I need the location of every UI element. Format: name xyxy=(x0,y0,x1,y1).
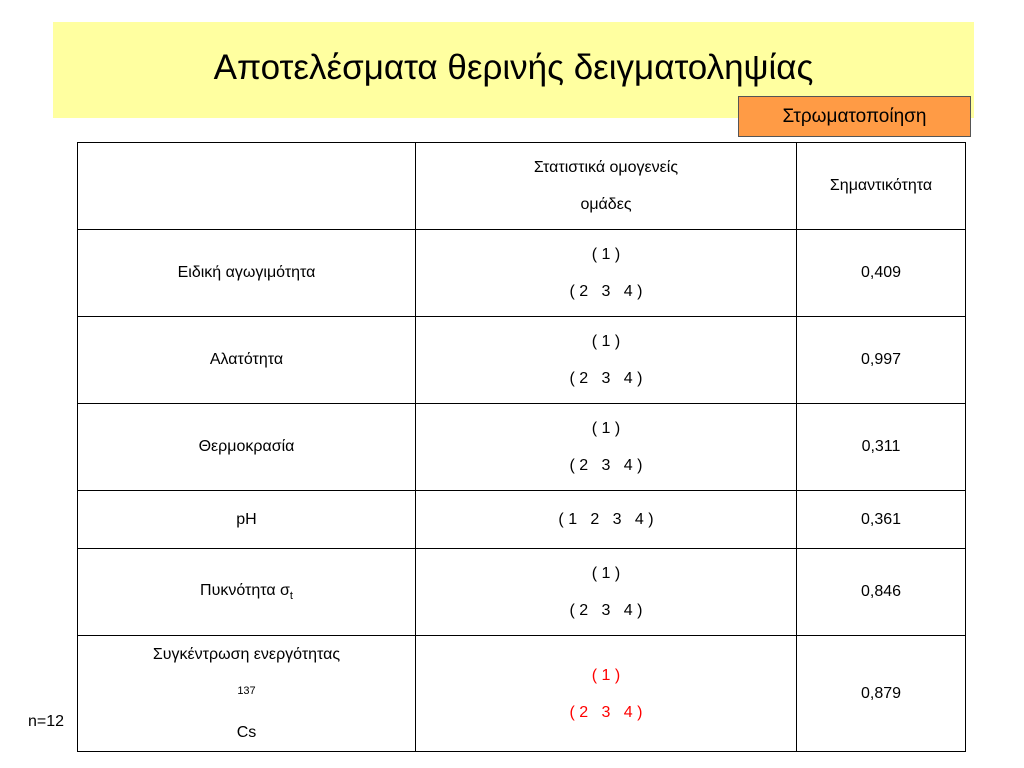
group-line: ( 1 ) xyxy=(591,246,621,263)
significance-cell: 0,311 xyxy=(797,404,966,491)
param-cell: Θερμοκρασία xyxy=(78,404,416,491)
significance-cell: 0,361 xyxy=(797,491,966,549)
group-line: ( 1 ) xyxy=(591,666,621,684)
param-line2 xyxy=(78,673,415,751)
param-subscript: t xyxy=(289,590,293,603)
param-line1: Συγκέντρωση ενεργότητας xyxy=(152,646,341,663)
group-line: ( 1 ) xyxy=(591,333,621,350)
significance-cell: 0,409 xyxy=(797,230,966,317)
table-header-row xyxy=(78,143,966,230)
header-groups-line2: ομάδες xyxy=(580,196,632,213)
group-line: ( 1 2 3 4 ) xyxy=(558,510,654,528)
significance-cell: 0,997 xyxy=(797,317,966,404)
groups-cell-highlighted xyxy=(416,636,797,752)
group-line: ( 2 3 4 ) xyxy=(569,602,643,619)
table-row xyxy=(78,636,966,752)
groups-cell xyxy=(416,404,797,491)
isotope-symbol: Cs xyxy=(236,724,257,742)
table-row xyxy=(78,317,966,404)
groups-cell xyxy=(416,491,797,549)
groups-cell xyxy=(416,549,797,636)
group-line: ( 2 3 4 ) xyxy=(569,370,643,387)
table-row xyxy=(78,230,966,317)
significance-cell: 0,879 xyxy=(797,636,966,752)
table-row xyxy=(78,404,966,491)
significance-cell: 0,846 xyxy=(797,549,966,636)
results-table xyxy=(77,142,966,752)
header-significance: Σημαντικότητα xyxy=(797,143,966,230)
groups-cell xyxy=(416,230,797,317)
stratification-badge: Στρωματοποίηση xyxy=(738,96,971,137)
param-cell: pH xyxy=(78,491,416,549)
header-empty-cell xyxy=(78,143,416,230)
group-line: ( 1 ) xyxy=(591,565,621,582)
param-label: Πυκνότητα σ xyxy=(200,581,290,599)
header-groups-line1: Στατιστικά ομογενείς xyxy=(533,159,679,176)
param-cell xyxy=(78,549,416,636)
table-row xyxy=(78,491,966,549)
isotope-superscript: 137 xyxy=(237,685,256,697)
sample-size-note: n=12 xyxy=(28,713,65,730)
group-line: ( 2 3 4 ) xyxy=(569,457,643,474)
group-line: ( 2 3 4 ) xyxy=(569,703,643,721)
page-title: Αποτελέσματα θερινής δειγματοληψίας xyxy=(213,48,814,87)
param-cell: Αλατότητα xyxy=(78,317,416,404)
groups-cell xyxy=(416,317,797,404)
group-line: ( 2 3 4 ) xyxy=(569,283,643,300)
param-cell xyxy=(78,636,416,752)
header-groups xyxy=(416,143,797,230)
table-row xyxy=(78,549,966,636)
group-line: ( 1 ) xyxy=(591,420,621,437)
param-cell: Ειδική αγωγιμότητα xyxy=(78,230,416,317)
